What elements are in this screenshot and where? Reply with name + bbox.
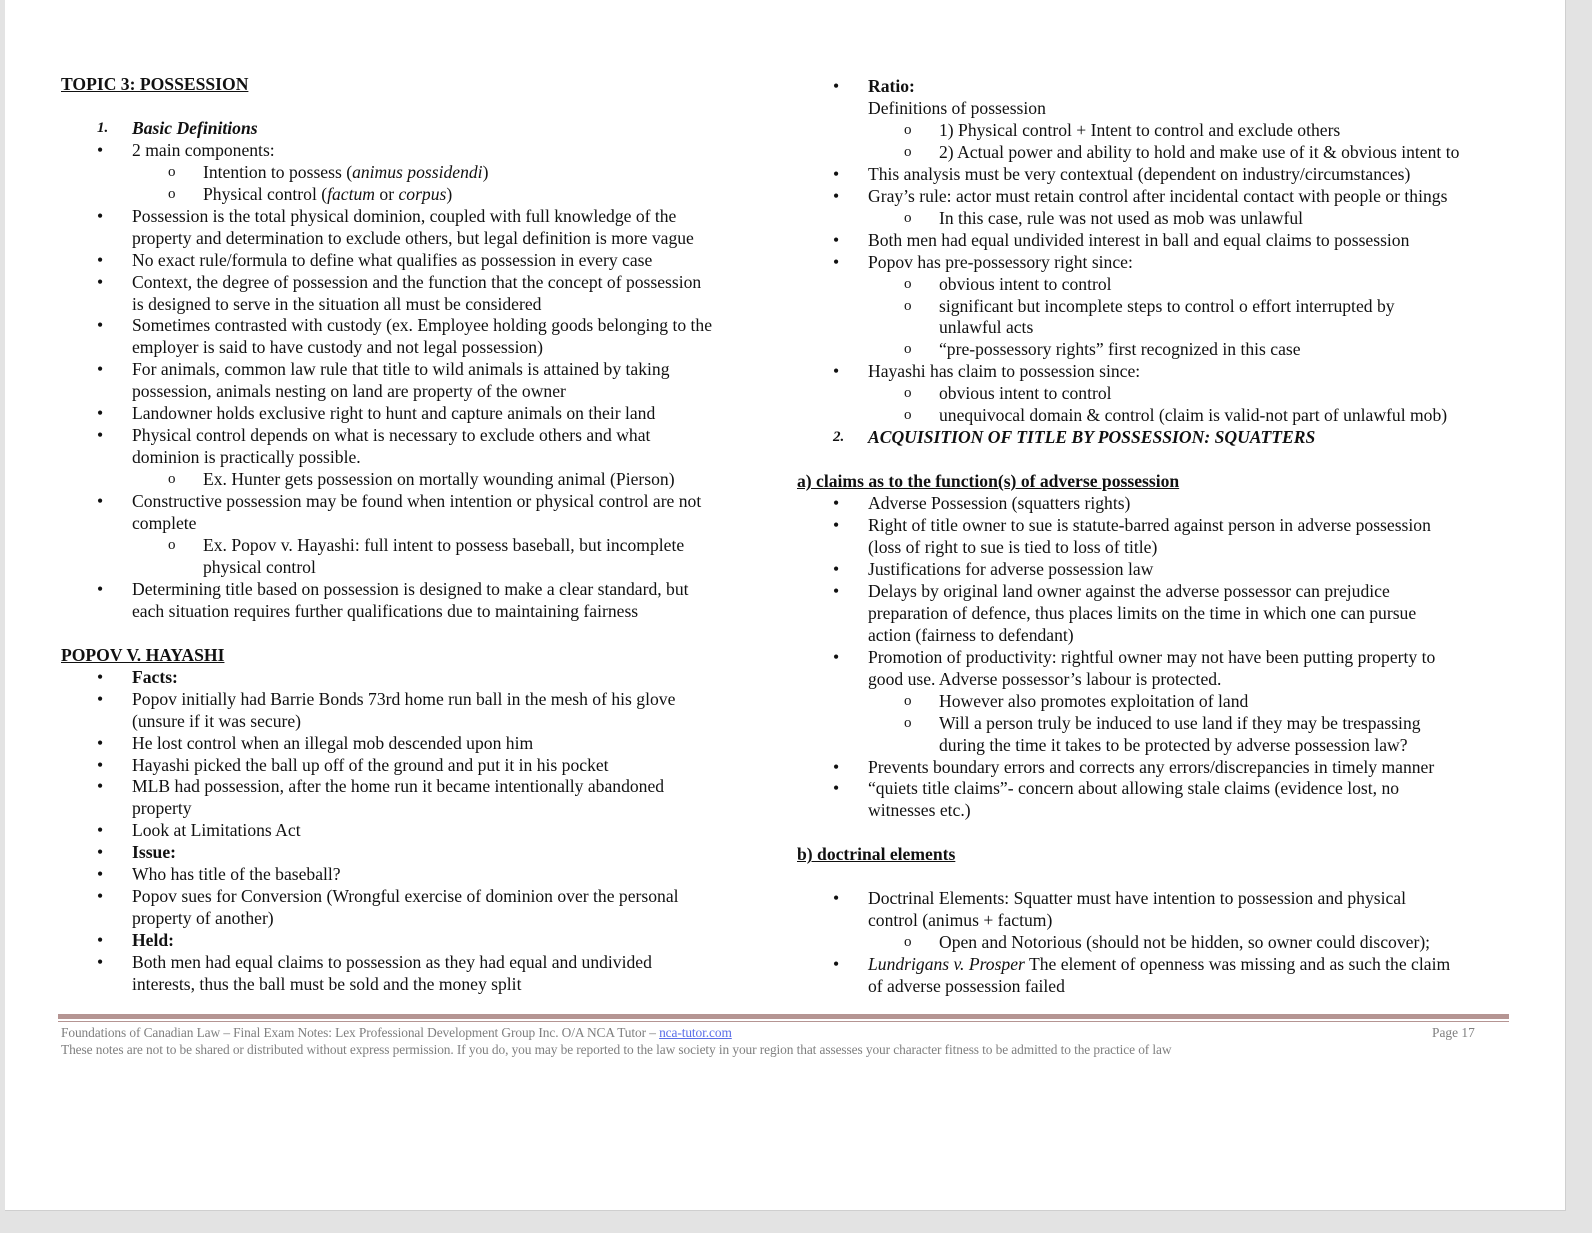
text-line: Justifications for adverse possession law [868,558,1154,579]
footer-disclaimer: These notes are not to be shared or distributed without express permission. If you do, you may be reported to the law society in your region that assesses your character fitness to be admitted to the practice of law [61,1042,1172,1057]
text-segment: ) [446,183,453,204]
footer-rule-thin [58,1021,1509,1022]
list-item [61,733,712,755]
text-line: Popov sues for Conversion (Wrongful exercise of dominion over the personal [132,886,679,907]
text-line: Ex. Popov v. Hayashi: full intent to possess baseball, but incomplete [203,535,685,555]
list-number: 1. [97,119,109,136]
text-line: each situation requires further qualifications due to maintaining fairness [132,600,639,621]
item-text [868,559,1153,579]
text-line: Delays by original land owner against the adverse possessor can prejudice [868,580,1390,601]
bullet-icon: • [97,688,104,709]
bullet-icon: • [833,580,840,601]
item-text [868,252,1133,272]
text-line: “pre-possessory rights” first recognized in this case [939,339,1301,360]
sub-bullet-icon: o [904,121,912,138]
bullet-icon: • [97,864,104,885]
item-text [132,118,258,138]
text-line: Sometimes contrasted with custody (ex. Employee holding goods belonging to the [132,315,713,336]
item-text [939,142,1459,162]
blank-line [797,866,1459,888]
text-line: POPOV V. HAYASHI [61,644,225,665]
item-text [868,954,1450,996]
text-line: Who has title of the baseball? [132,864,341,885]
item-text [939,296,1395,338]
list-item [61,886,712,930]
bullet-icon: • [833,646,840,667]
text-segment: factum [327,183,376,204]
item-text [132,755,609,775]
item-text [203,184,452,204]
item-text [132,886,679,928]
item-text [939,274,1112,294]
list-item [61,491,712,535]
text-line: property and determination to exclude others, but legal definition is more vague [132,227,694,248]
item-text [868,581,1416,645]
item-text [132,272,701,314]
item-text [132,820,301,840]
item-text [132,359,670,401]
list-item [61,776,712,820]
sub-bullet-icon: o [904,714,912,731]
text-line: (loss of right to sue is tied to loss of title) [868,537,1158,557]
bullet-icon: • [833,229,840,250]
item-text [132,315,712,357]
list-item [61,755,712,777]
text-line: property [132,798,192,819]
bullet-icon: • [97,271,104,292]
list-item [797,361,1459,383]
text-segment: The element of openness was missing and as such the claim [1024,954,1451,975]
sub-list-item [61,535,712,579]
sub-list-item [797,339,1459,361]
blank-line [61,96,712,118]
list-item [61,250,712,272]
item-text [132,842,176,862]
sub-bullet-icon: o [904,297,912,314]
text-segment: Intention to possess ( [203,161,353,182]
sub-bullet-icon: o [168,185,176,202]
list-number: 2. [833,429,845,446]
list-item [797,230,1459,252]
text-line: Landowner holds exclusive right to hunt and capture animals on their land [132,403,656,424]
text-line: dominion is practically possible. [132,447,361,468]
text-line: Popov initially had Barrie Bonds 73rd home run ball in the mesh of his glove [132,688,676,709]
list-item [61,930,712,952]
item-text [939,339,1301,359]
item-text [868,164,1410,184]
text-line: interests, thus the ball must be sold and the money split [132,974,522,995]
bullet-icon: • [833,361,840,382]
item-text [939,120,1340,140]
section-heading [797,471,1459,493]
text-line: 2) Actual power and ability to hold and make use of it & obvious intent to [939,141,1460,162]
item-text [132,206,694,248]
text-line: (unsure if it was secure) [132,710,302,731]
list-item [61,667,712,689]
text-line: obvious intent to control [939,273,1112,294]
item-text [868,778,1399,820]
sub-list-item [797,383,1459,405]
list-item [797,888,1459,932]
text-line: Physical control depends on what is necessary to exclude others and what [132,425,651,446]
text-segment: ) [482,161,489,182]
text-line: Doctrinal Elements: Squatter must have intention to possession and physical [868,888,1406,909]
bullet-icon: • [833,888,840,909]
text-line: obvious intent to control [939,383,1112,404]
sub-bullet-icon: o [904,385,912,402]
item-text [132,579,689,621]
text-line: TOPIC 3: POSSESSION [61,74,249,94]
text-segment: Ratio: [868,76,915,96]
item-text [939,932,1430,952]
list-item [61,952,712,996]
item-text [868,757,1434,777]
sub-bullet-icon: o [904,143,912,160]
bullet-icon: • [833,251,840,272]
text-line: witnesses etc.) [868,800,971,821]
sub-list-item [797,691,1459,713]
text-line: physical control [203,556,316,577]
text-line: a) claims as to the function(s) of adverse possession [797,471,1180,492]
text-line: In this case, rule was not used as mob was unlawful [939,207,1304,228]
item-text [868,76,1046,118]
bullet-icon: • [97,249,104,270]
text-line: Issue: [132,842,176,863]
sub-list-item [797,120,1459,142]
sub-list-item [61,469,712,491]
text-line: significant but incomplete steps to control o effort interrupted by [939,295,1395,316]
section-heading [797,844,1459,866]
left-column [61,74,712,996]
text-line: of adverse possession failed [868,976,1065,997]
item-text [132,140,275,160]
sub-bullet-icon: o [904,407,912,424]
bullet-icon: • [97,952,104,973]
sub-bullet-icon: o [904,692,912,709]
text-segment: animus possidendi [352,161,483,182]
text-line: property of another) [132,908,274,929]
bullet-icon: • [97,842,104,863]
sub-bullet-icon: o [904,341,912,358]
item-text [203,469,675,489]
text-line: is designed to serve in the situation all must be considered [132,293,542,314]
item-text [132,776,664,818]
bullet-icon: • [97,776,104,797]
sub-list-item [797,208,1459,230]
sub-list-item [797,142,1459,164]
blank-line [797,449,1459,471]
bullet-icon: • [97,820,104,841]
footer-rule [58,1014,1509,1019]
list-item [797,778,1459,822]
list-item [61,579,712,623]
bullet-icon: • [97,205,104,226]
text-line: He lost control when an illegal mob descended upon him [132,732,534,753]
list-item [61,864,712,886]
list-item [797,647,1459,691]
item-text [868,361,1140,381]
right-column [797,76,1459,998]
section-heading [61,74,712,96]
item-text [132,689,675,731]
text-line: Context, the degree of possession and the function that the concept of possession [132,271,702,292]
bullet-icon: • [833,515,840,536]
text-line: Will a person truly be induced to use land if they may be trespassing [939,712,1421,733]
page-number: Page 17 [1432,1025,1475,1040]
item-text [61,74,248,94]
text-line: However also promotes exploitation of land [939,690,1249,711]
bullet-icon: • [97,732,104,753]
sub-list-item [61,162,712,184]
bullet-icon: • [833,558,840,579]
item-text [132,403,655,423]
list-item [61,272,712,316]
text-line: unlawful acts [939,317,1034,338]
text-line: Popov has pre-possessory right since: [868,251,1133,272]
list-item [61,425,712,469]
sub-list-item [61,184,712,206]
sub-bullet-icon: o [904,934,912,951]
list-item [61,403,712,425]
item-text [939,713,1421,755]
item-text [868,427,1315,447]
text-line: Gray’s rule: actor must retain control after incidental contact with people or things [868,185,1448,206]
text-line: No exact rule/formula to define what qualifies as possession in every case [132,249,653,270]
text-line: Look at Limitations Act [132,820,301,841]
item-text [61,645,224,665]
bullet-icon: • [833,756,840,777]
bullet-icon: • [97,754,104,775]
sub-list-item [797,713,1459,757]
list-item [61,820,712,842]
text-line: during the time it takes to be protected by adverse possession law? [939,734,1408,755]
text-line: control (animus + factum) [868,910,1053,931]
bullet-icon: • [97,139,104,160]
item-text [939,691,1248,711]
item-text [132,425,650,467]
bullet-icon: • [97,491,104,512]
bullet-icon: • [97,425,104,446]
list-item [61,842,712,864]
text-line: b) doctrinal elements [797,844,956,865]
text-line: unequivocal domain & control (claim is valid-not part of unlawful mob) [939,405,1448,426]
footer-link[interactable]: nca-tutor.com [659,1025,732,1040]
item-text [132,667,178,687]
text-line: For animals, common law rule that title to wild animals is attained by taking [132,359,670,380]
text-segment: or [375,183,399,204]
footer-line-1 [61,1025,732,1041]
item-text [132,864,341,884]
item-text [132,733,533,753]
bullet-icon: • [97,359,104,380]
item-text [868,230,1409,250]
list-item [797,186,1459,208]
text-line: good use. Adverse possessor’s labour is protected. [868,668,1222,689]
list-item [61,206,712,250]
sub-bullet-icon: o [904,275,912,292]
text-line: Held: [132,930,175,951]
text-line: employer is said to have custody and not legal possession) [132,337,543,358]
sub-bullet-icon: o [904,209,912,226]
blank-line [797,822,1459,844]
text-line: Constructive possession may be found when intention or physical control are not [132,491,702,512]
text-line: preparation of defence, thus places limits on the time in which one can pursue [868,602,1417,623]
text-line: complete [132,513,197,534]
bullet-icon: • [833,954,840,975]
list-item [797,757,1459,779]
sub-bullet-icon: o [168,537,176,553]
item-text [203,162,488,182]
text-line: Prevents boundary errors and corrects any errors/discrepancies in timely manner [868,756,1435,777]
text-line: 2 main components: [132,139,275,160]
text-line: “quiets title claims”- concern about allowing stale claims (evidence lost, no [868,778,1400,799]
list-item [797,252,1459,274]
text-line: action (fairness to defendant) [868,624,1074,645]
item-text [132,952,652,994]
text-line: Both men had equal undivided interest in ball and equal claims to possession [868,229,1410,250]
text-segment: corpus [398,183,447,204]
item-text [797,844,955,864]
bullet-icon: • [833,185,840,206]
bullet-icon: • [97,315,104,336]
item-text [132,250,652,270]
item-text [868,186,1447,206]
list-item [797,581,1459,647]
text-line: ACQUISITION OF TITLE BY POSSESSION: SQUATTERS [868,427,1316,448]
footer-title: Foundations of Canadian Law – Final Exam Notes: Lex Professional Development Group Inc. O/A NCA Tutor – [61,1025,660,1040]
item-text [868,515,1431,557]
list-item [797,515,1459,559]
list-item [797,164,1459,186]
text-line: Ex. Hunter gets possession on mortally wounding animal (Pierson) [203,469,675,490]
bullet-icon: • [833,76,840,96]
list-item [797,954,1459,998]
text-line: Right of title owner to sue is statute-barred against person in adverse possession [868,515,1431,536]
bullet-icon: • [833,778,840,799]
sub-list-item [797,296,1459,340]
item-text [868,493,1130,513]
bullet-icon: • [97,930,104,951]
bullet-icon: • [833,163,840,184]
text-line: Basic Definitions [132,117,258,138]
text-line: Determining title based on possession is designed to make a clear standard, but [132,578,689,599]
list-item [61,315,712,359]
text-line: Both men had equal claims to possession as they had equal and undivided [132,952,652,973]
list-item [797,559,1459,581]
text-line: Facts: [132,666,178,687]
item-text [939,383,1112,403]
item-text [203,535,684,577]
bullet-icon: • [97,886,104,907]
item-text [132,930,174,950]
blank-line [61,623,712,645]
item-text [939,208,1303,228]
item-text [797,471,1179,491]
text-segment: Lundrigans v. Prosper [868,954,1025,975]
text-line: Possession is the total physical dominion, coupled with full knowledge of the [132,205,677,226]
list-item [797,493,1459,515]
text-line: Definitions of possession [868,97,1046,118]
text-line: Hayashi has claim to possession since: [868,361,1141,382]
sub-list-item [797,405,1459,427]
text-line: Hayashi picked the ball up off of the ground and put it in his pocket [132,754,609,775]
item-text [868,647,1435,689]
sub-bullet-icon: o [168,163,176,180]
text-line: This analysis must be very contextual (dependent on industry/circumstances) [868,163,1411,184]
document-page [5,0,1566,1211]
list-item [797,76,1459,120]
text-line: Adverse Possession (squatters rights) [868,493,1131,514]
section-heading [61,645,712,667]
bullet-icon: • [97,578,104,599]
item-text [939,405,1447,425]
bullet-icon: • [97,666,104,687]
bullet-icon: • [833,493,840,514]
list-item [61,140,712,162]
bullet-icon: • [97,403,104,424]
list-item [61,359,712,403]
sub-list-item [797,274,1459,296]
text-line: 1) Physical control + Intent to control and exclude others [939,119,1341,140]
text-line: Promotion of productivity: rightful owner may not have been putting property to [868,646,1436,667]
item-text [132,491,701,533]
sub-list-item [797,932,1459,954]
text-line: Open and Notorious (should not be hidden, so owner could discover); [939,932,1431,953]
sub-bullet-icon: o [168,471,176,488]
text-segment: Physical control ( [203,183,328,204]
text-line: possession, animals nesting on land are property of the owner [132,381,566,402]
list-item [61,689,712,733]
text-line: MLB had possession, after the home run it became intentionally abandoned [132,776,665,797]
numbered-heading [61,118,712,140]
item-text [868,888,1406,930]
numbered-heading [797,427,1459,449]
